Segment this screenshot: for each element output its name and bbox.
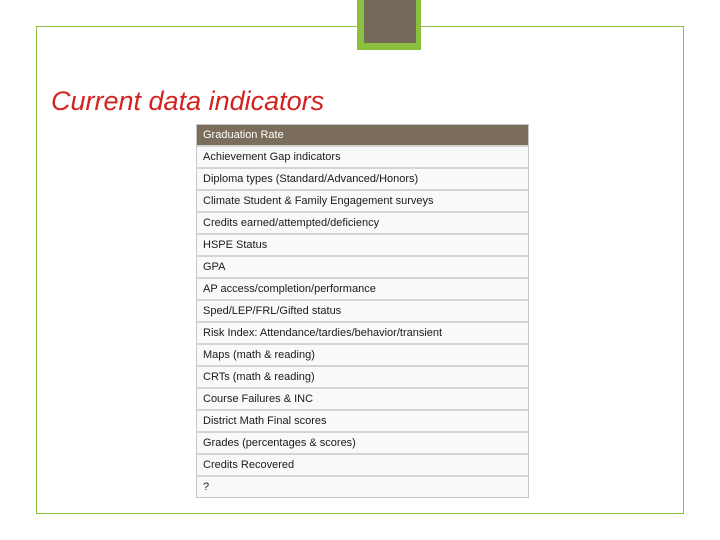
indicator-table	[196, 124, 529, 498]
table-row: District Math Final scores	[197, 411, 528, 433]
table-row: Credits earned/attempted/deficiency	[197, 213, 528, 235]
table-row: HSPE Status	[197, 235, 528, 257]
table-row: CRTs (math & reading)	[197, 367, 528, 389]
table-row: Risk Index: Attendance/tardies/behavior/transient	[197, 323, 528, 345]
table-row: Sped/LEP/FRL/Gifted status	[197, 301, 528, 323]
corner-decoration-inner	[364, 0, 416, 43]
table-row: Diploma types (Standard/Advanced/Honors)	[197, 169, 528, 191]
table-row: Maps (math & reading)	[197, 345, 528, 367]
table-header: Graduation Rate	[197, 125, 528, 147]
table-row: ?	[197, 477, 528, 497]
table-row: Climate Student & Family Engagement surveys	[197, 191, 528, 213]
slide-title: Current data indicators	[51, 86, 325, 116]
table-row: Achievement Gap indicators	[197, 147, 528, 169]
table-row: AP access/completion/performance	[197, 279, 528, 301]
table-row: GPA	[197, 257, 528, 279]
table-row: Credits Recovered	[197, 455, 528, 477]
table-row: Grades (percentages & scores)	[197, 433, 528, 455]
table-row: Course Failures & INC	[197, 389, 528, 411]
